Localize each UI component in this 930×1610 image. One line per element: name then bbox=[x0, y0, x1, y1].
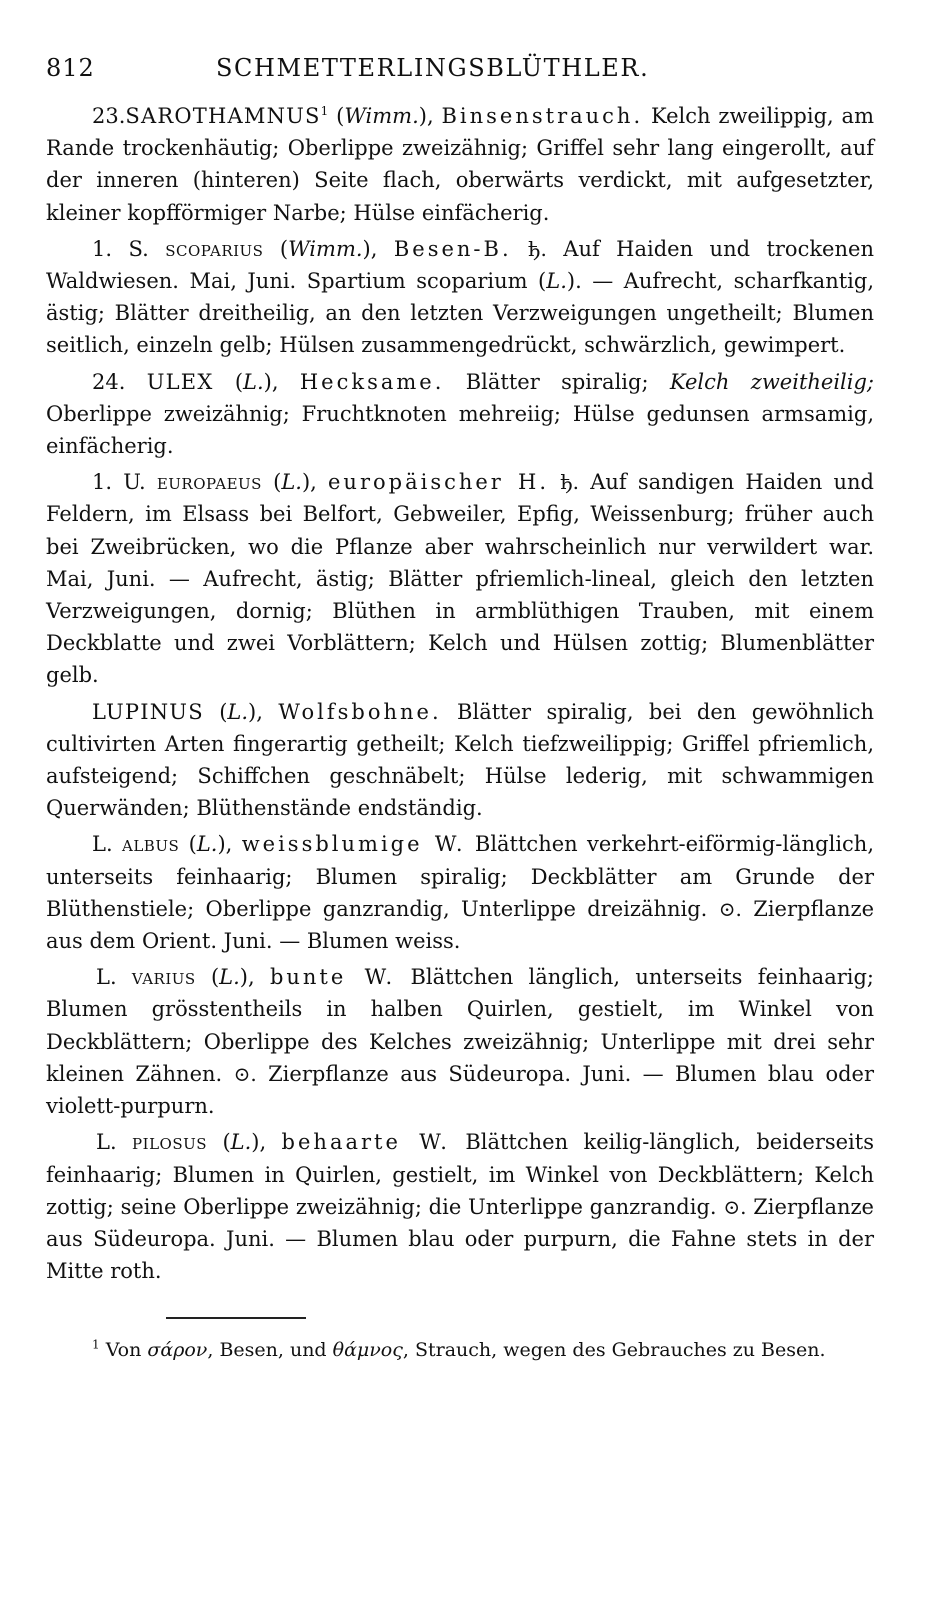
common-name: Wolfsbohne. bbox=[278, 699, 442, 724]
author: L. bbox=[243, 369, 264, 394]
author: L. bbox=[230, 1130, 252, 1155]
author: L. bbox=[196, 832, 218, 857]
species-entry-europaeus: 1. U. europaeus (L.), europäischer H. ђ. Auf sandigen Haiden und Feldern, im Elsass bei Belfort, Gebweiler, Epfig, Weissenburg; früher auch bei Zweibrücken, wo die Pflanze aber wahrscheinlich nur verwildert war. Mai, Juni. — Aufrecht, ästig; Blätter pfriemlich-lineal, gleich den letzten Verzweigungen, dornig; Blüthen in armblüthigen Trauben, mit einem Deckblatte und zwei Vorblättern; Kelch und Hülsen zottig; Blumenblätter gelb. bbox=[46, 470, 874, 688]
author: L. bbox=[219, 965, 240, 990]
common-name: bunte W. bbox=[269, 965, 396, 990]
common-name: Hecksame. bbox=[299, 369, 445, 394]
author: Wimm. bbox=[288, 236, 363, 261]
shrub-symbol-icon: ђ. bbox=[528, 236, 547, 261]
species-entry-varius: L. varius (L.), bunte W. Blättchen länglich, unterseits feinhaarig; Blumen grösstentheils in halben Quirlen, gestielt, im Winkel von Deckblättern; Oberlippe des Kelches zweizähnig; Unterlippe mit drei sehr kleinen Zähnen. ⊙. Zierpflanze aus Südeuropa. Juni. — Blumen blau oder violett-purpurn. bbox=[46, 965, 874, 1119]
species-name: albus bbox=[122, 832, 180, 857]
genus-name: LUPINUS bbox=[92, 699, 204, 724]
page-header bbox=[46, 48, 874, 92]
genus-name: ULEX bbox=[146, 369, 214, 394]
common-name: Besen-B. bbox=[393, 236, 512, 261]
footnote-divider bbox=[166, 1317, 306, 1319]
shrub-symbol-icon: ђ. bbox=[560, 470, 580, 495]
footnote-ref: 1 bbox=[320, 104, 329, 118]
footnote: $^1$ Von σάρον, Besen, und θάμνος, Strauch, wegen des Gebrauches zu Besen. bbox=[92, 1337, 826, 1362]
author: L. bbox=[227, 699, 249, 724]
annual-symbol-icon: ⊙. bbox=[718, 896, 742, 921]
genus-entry-sarothamnus: 23.SAROTHAMNUS$^1$ (Wimm.), Binsenstrauch. Kelch zweilippig, am Rande trockenhäutig; Oberlippe zweizähnig; Griffel sehr lang eingerollt, auf der inneren (hinteren) Seite flach, oberwärts verdickt, mit aufgesetzter, kleiner kopfförmiger Narbe; Hülse einfächerig. bbox=[46, 104, 874, 225]
species-name: pilosus bbox=[132, 1130, 208, 1155]
author: Wimm. bbox=[344, 104, 419, 128]
species-name: europaeus bbox=[156, 470, 262, 495]
common-name: Binsenstrauch. bbox=[441, 104, 644, 128]
page-number: 812 bbox=[46, 54, 95, 82]
genus-name: SAROTHAMNUS bbox=[125, 104, 321, 128]
author: L. bbox=[281, 470, 302, 495]
annual-symbol-icon: ⊙. bbox=[233, 1061, 257, 1086]
annual-symbol-icon: ⊙. bbox=[723, 1194, 747, 1219]
common-name: behaarte W. bbox=[281, 1130, 450, 1155]
genus-entry-lupinus: LUPINUS (L.), Wolfsbohne. Blätter spiralig, bei den gewöhnlich cultivirten Arten fingerartig getheilt; Kelch tiefzweilippig; Griffel pfriemlich, aufsteigend; Schiffchen geschnäbelt; Hülse lederig, mit schwammigen Querwänden; Blüthenstände endständig. bbox=[46, 699, 875, 821]
footnote-mark: 1 bbox=[92, 1337, 100, 1352]
genus-entry-ulex: 24. ULEX (L.), Hecksame. Blätter spiralig; Kelch zweitheilig; Oberlippe zweizähnig; Fruchtknoten mehreiig; Hülse gedunsen armsamig, einfächerig. bbox=[46, 369, 875, 459]
species-name: scoparius bbox=[165, 236, 264, 261]
common-name: europäischer H. bbox=[328, 470, 550, 495]
common-name: weissblumige W. bbox=[241, 832, 466, 857]
species-entry-pilosus: L. pilosus (L.), behaarte W. Blättchen keilig-länglich, beiderseits feinhaarig; Blumen in Quirlen, gestielt, im Winkel von Deckblättern; Kelch zottig; seine Oberlippe zweizähnig; die Unterlippe ganzrandig. ⊙. Zierpflanze aus Südeuropa. Juni. — Blumen blau oder purpurn, die Fahne stets in der Mitte roth. bbox=[46, 1130, 874, 1284]
species-entry-scoparius: 1. S. scoparius (Wimm.), Besen-B. ђ. Auf Haiden und trockenen Waldwiesen. Mai, Juni. Spartium scoparium (L.). — Aufrecht, scharfkantig, ästig; Blätter dreitheilig, an den letzten Verzweigungen ungetheilt; Blumen seitlich, einzeln gelb; Hülsen zusammengedrückt, schwärzlich, gewimpert. bbox=[46, 236, 875, 358]
description: Kelch zweilippig, am Rande trockenhäutig; Oberlippe zweizähnig; Griffel sehr lang eingerollt, auf der inneren (hinteren) Seite flach, oberwärts verdickt, mit aufgesetzter, kleiner kopfförmiger Narbe; Hülse einfächerig. bbox=[46, 104, 874, 225]
page bbox=[46, 48, 874, 1384]
species-entry-albus: L. albus (L.), weissblumige W. Blättchen verkehrt-eiförmig-länglich, unterseits feinhaarig; Blumen spiralig; Deckblätter am Grunde der Blüthenstiele; Oberlippe ganzrandig, Unterlippe dreizähnig. ⊙. Zierpflanze aus dem Orient. Juni. — Blumen weiss. bbox=[46, 832, 875, 954]
running-title: SCHMETTERLINGSBLÜTHLER. bbox=[216, 54, 650, 82]
species-name: varius bbox=[131, 965, 196, 990]
